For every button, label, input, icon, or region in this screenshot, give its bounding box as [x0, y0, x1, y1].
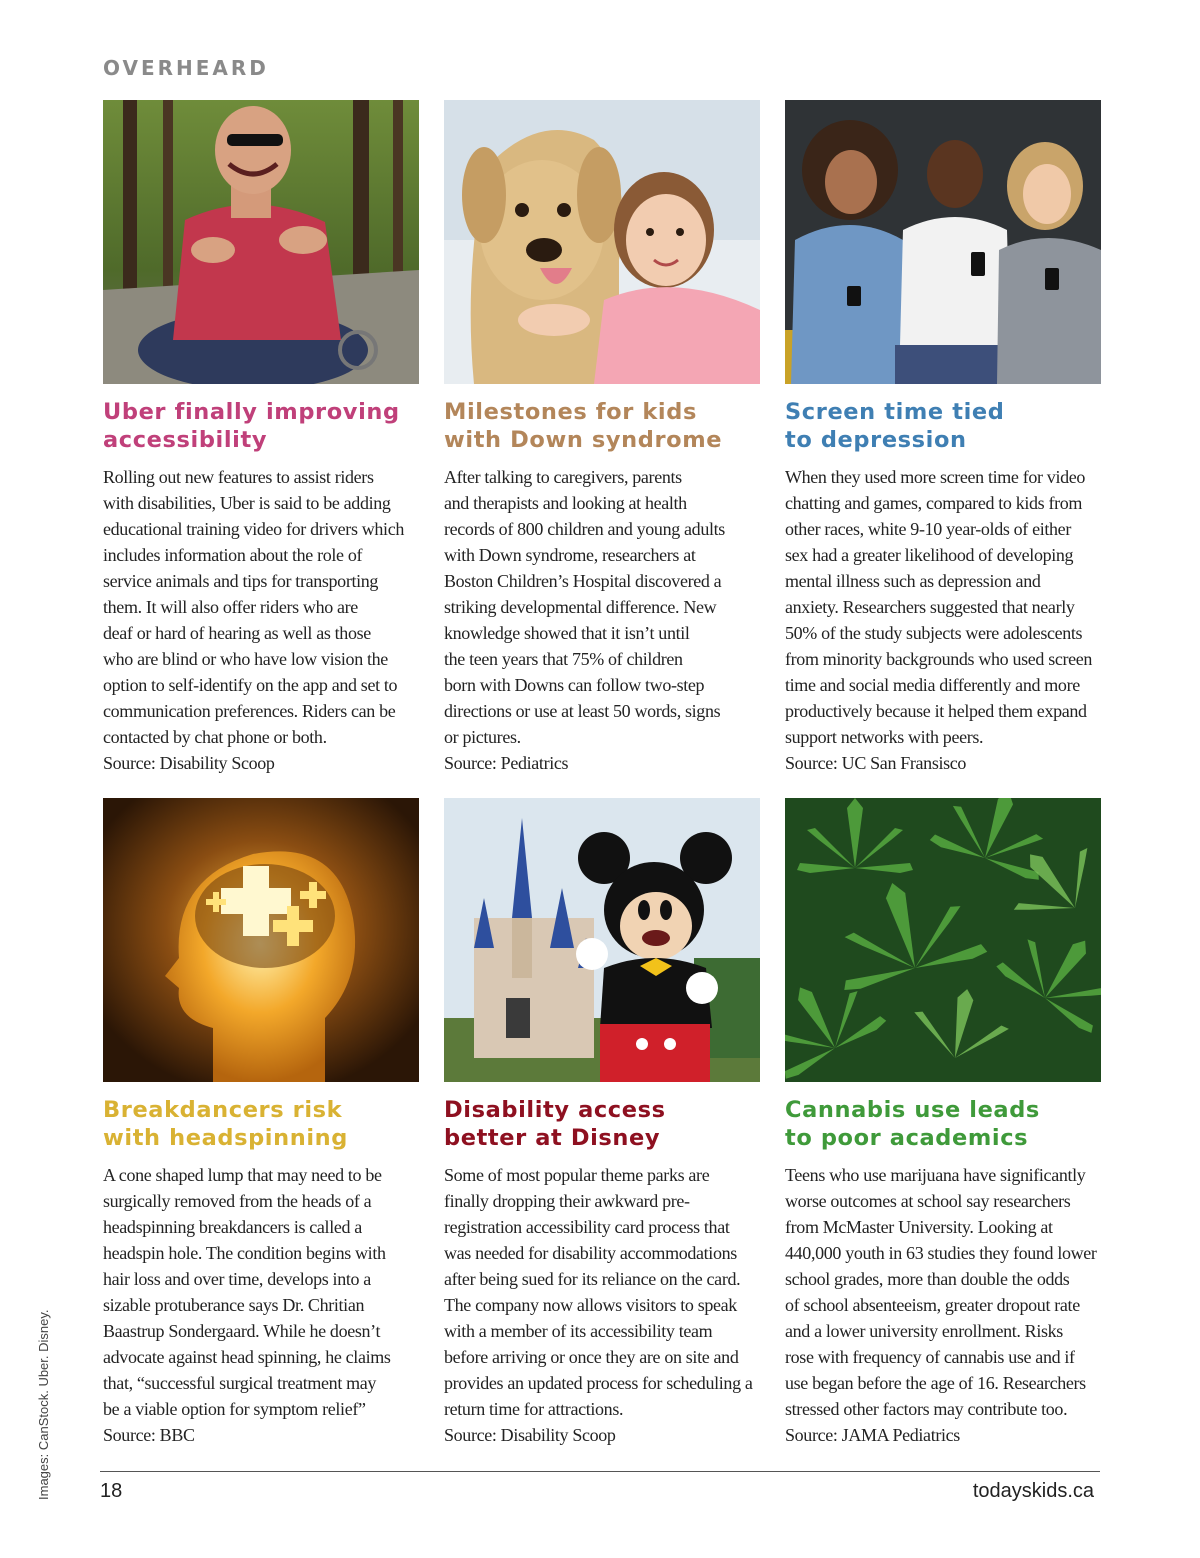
article-source: Source: Disability Scoop — [444, 1425, 616, 1445]
article-disney — [444, 798, 762, 1448]
site-link[interactable]: todayskids.ca — [972, 1480, 1094, 1502]
article-body: Teens who use marijuana have significantly worse outcomes at school say researchers from McMaster University. Looking at 440,000 youth in 63 studies they found lower school grades, more than double the odds of school absenteeism, greater dropout rate and a lower university enrollment. Risks rose with frequency of cannabis use and if use began before the age of 16. Researchers stressed other factors may contribute too. — [785, 1165, 1097, 1419]
article-body: After talking to caregivers, parents and therapists and looking at health records of 800 children and young adults with Down syndrome, researchers at Boston Children’s Hospital discovered a striking developmental difference. New knowledge showed that it isn’t until the teen years that 75% of children born with Downs can follow two-step directions or use at least 50 words, signs or pictures. — [444, 467, 725, 747]
article-breakdancers — [103, 798, 421, 1448]
headline: Uber finally improving accessibility — [103, 399, 400, 453]
headline: Milestones for kids with Down syndrome — [444, 399, 723, 453]
image-credit: Images: CanStock. Uber. Disney. — [36, 1309, 51, 1500]
article-source: Source: BBC — [103, 1425, 195, 1445]
mickey-mouse-castle-photo — [444, 798, 760, 1082]
article-source: Source: Disability Scoop — [103, 753, 275, 773]
cannabis-leaves-photo — [785, 798, 1101, 1082]
headline: Breakdancers risk with headspinning — [103, 1097, 348, 1151]
article-source: Source: UC San Fransisco — [785, 753, 967, 773]
article-cannabis — [785, 798, 1103, 1448]
article-body: Rolling out new features to assist riders with disabilities, Uber is said to be adding educational training video for drivers which includes information about the role of service animals and tips for transporting them. It will also offer riders who are deaf or hard of hearing as well as those who are blind or who have low vision the option to self-identify on the app and set to communication preferences. Riders can be contacted by chat phone or both. — [103, 467, 404, 747]
man-clapping-in-wheelchair-photo — [103, 100, 419, 384]
article-body: Some of most popular theme parks are finally dropping their awkward pre- registration accessibility card process that was needed for disability accommodations after being sued for its reliance on the card. The company now allows visitors to speak with a member of its accessibility team before arriving or once they are on site and provides an updated process for scheduling a return time for attractions. — [444, 1165, 753, 1419]
section-label: OVERHEARD — [103, 56, 269, 80]
article-down-syndrome — [444, 100, 762, 776]
girl-hugging-labrador-photo — [444, 100, 760, 384]
glowing-head-silhouette-photo — [103, 798, 419, 1082]
article-source: Source: JAMA Pediatrics — [785, 1425, 960, 1445]
headline: Screen time tied to depression — [785, 399, 1005, 453]
article-body: When they used more screen time for video chatting and games, compared to kids from other races, white 9-10 year-olds of either sex had a greater likelihood of developing mental illness such as depression and anxiety. Researchers suggested that nearly 50% of the study subjects were adolescents from minority backgrounds who used screen time and social media differently and more productively because it helped them expand support networks with peers. — [785, 467, 1093, 747]
article-uber — [103, 100, 421, 776]
article-screen-time — [785, 100, 1103, 776]
footer-divider — [100, 1471, 1100, 1472]
article-source: Source: Pediatrics — [444, 753, 569, 773]
teens-looking-at-phones-photo — [785, 100, 1101, 384]
headline: Cannabis use leads to poor academics — [785, 1097, 1040, 1151]
headline: Disability access better at Disney — [444, 1097, 666, 1151]
article-body: A cone shaped lump that may need to be surgically removed from the heads of a headspinning breakdancers is called a headspin hole. The condition begins with hair loss and over time, develops into a sizable protuberance says Dr. Chritian Baastrup Sondergaard. While he doesn’t advocate against head spinning, he claims that, “successful surgical treatment may be a viable option for symptom relief” — [103, 1165, 391, 1419]
page-number: 18 — [100, 1480, 123, 1502]
